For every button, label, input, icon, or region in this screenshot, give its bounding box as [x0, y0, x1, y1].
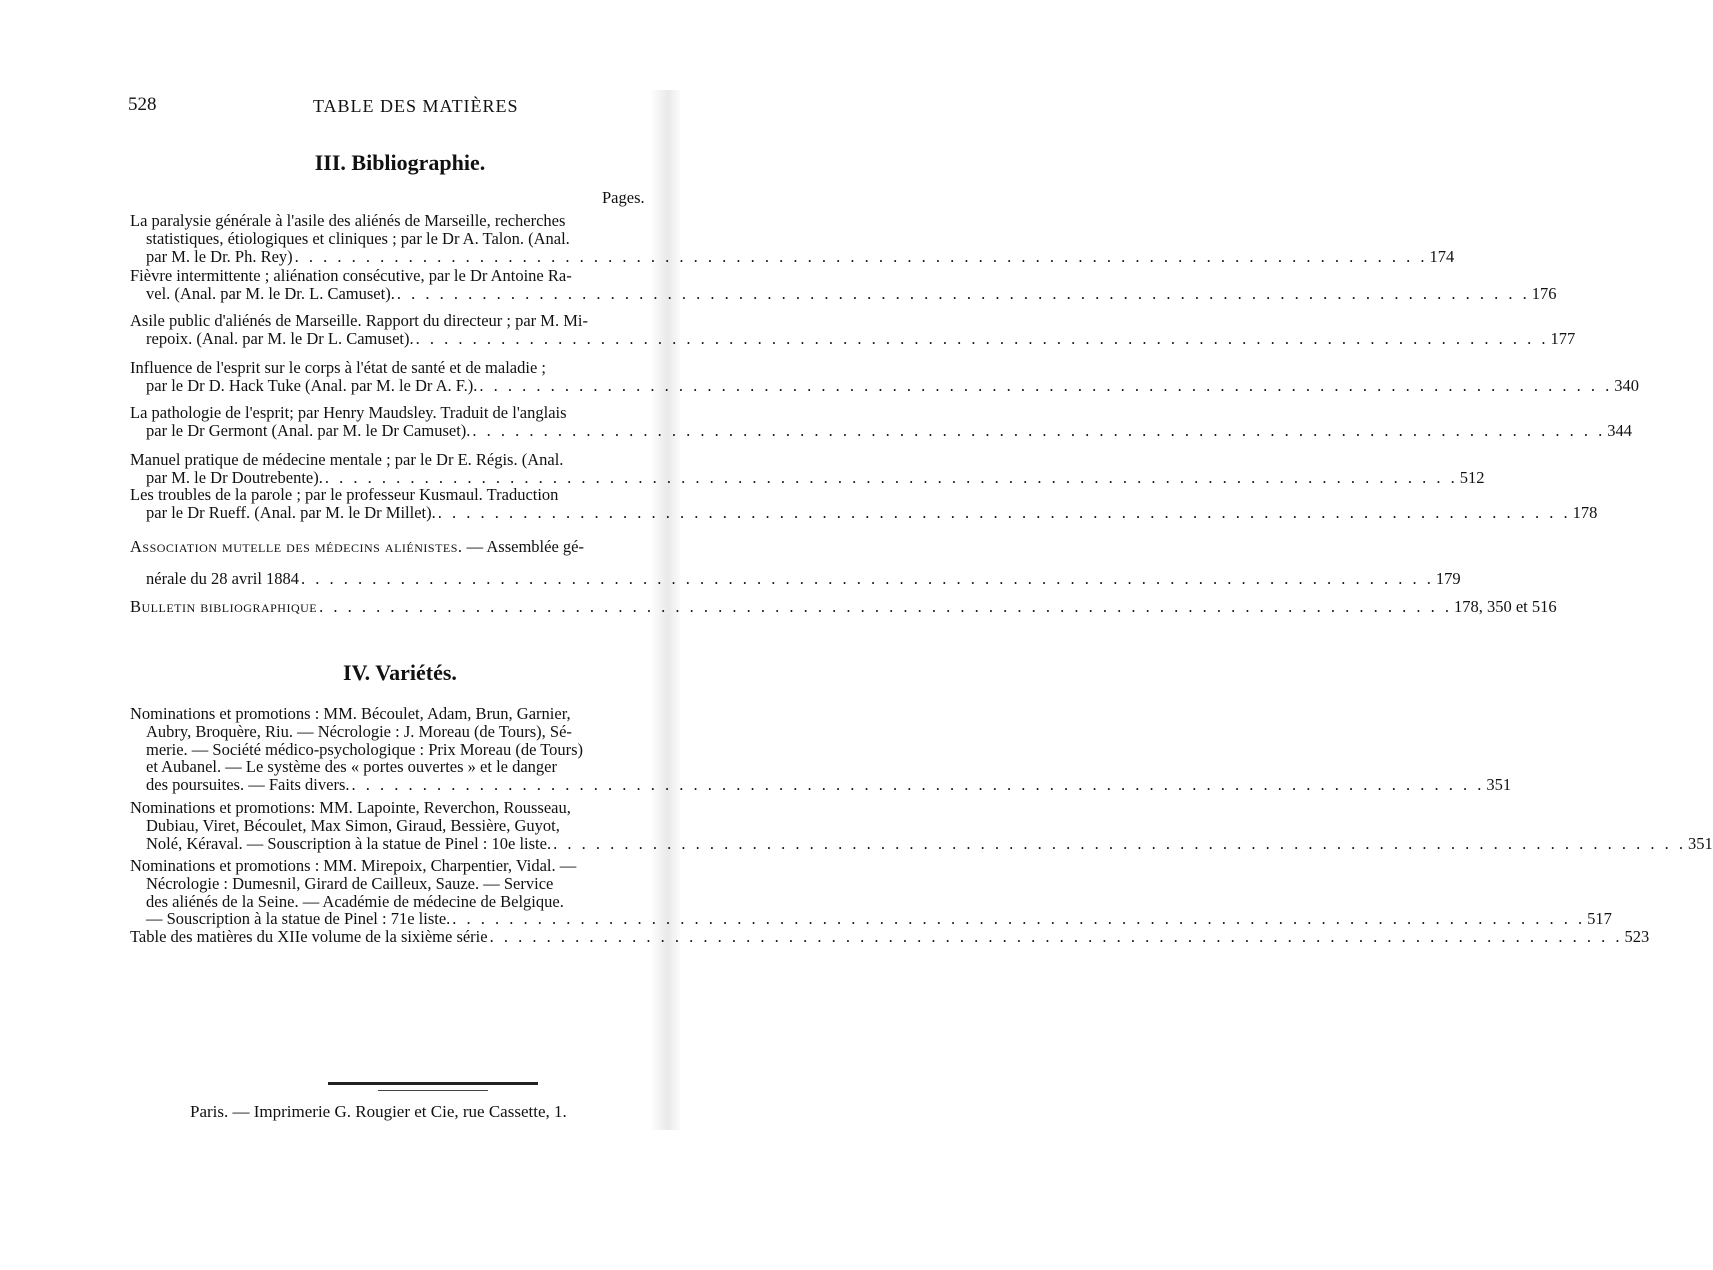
- bibliography-entry-page: 174: [1429, 246, 1455, 266]
- bibliography-entry-last-line: [130, 246, 1455, 266]
- varietes-entry: [130, 704, 1512, 795]
- bibliography-entry-page: 177: [1550, 328, 1576, 348]
- dot-leader: [350, 775, 1487, 794]
- varietes-entry-page: 517: [1587, 909, 1612, 929]
- varietes-entry-line: Dubiau, Viret, Bécoulet, Max Simon, Giraud, Bessière, Guyot,: [146, 815, 560, 835]
- bibliography-entry-line: Asile public d'aliénés de Marseille. Rapport du directeur ; par M. Mi-: [130, 311, 588, 330]
- varietes-entry-text: Nolé, Kéraval. — Souscription à la statue de Pinel : 10e liste.: [146, 833, 552, 853]
- footer-rule-thin: [378, 1090, 488, 1091]
- dot-leader: [470, 421, 1607, 440]
- bibliography-entry-text: par M. le Dr Doutrebente).: [146, 467, 323, 487]
- bibliography-entry: [130, 358, 1639, 395]
- table-line-text: Table des matières du XIIe volume de la sixième série: [130, 927, 488, 946]
- varietes-entry-text: — Souscription à la statue de Pinel : 71e liste.: [146, 909, 451, 929]
- bibliography-entry-page: 340: [1614, 375, 1639, 395]
- bulletin-pages: 178, 350 et 516: [1453, 597, 1557, 616]
- varietes-entry-line: Nominations et promotions : MM. Mirepoix, Charpentier, Vidal. —: [130, 856, 577, 875]
- table-line-page: 523: [1624, 927, 1650, 946]
- dot-leader: [293, 247, 1430, 266]
- varietes-entry-text: des poursuites. — Faits divers.: [146, 775, 350, 795]
- association-caps: Association mutelle des médecins aliénistes.: [130, 537, 463, 556]
- varietes-entry-line: Nécrologie : Dumesnil, Girard de Cailleux, Sauze. — Service: [146, 873, 554, 893]
- bibliography-entry-line: statistiques, étiologiques et cliniques ; par le Dr A. Talon. (Anal.: [146, 228, 570, 248]
- running-title: TABLE DES MATIÈRES: [313, 96, 519, 116]
- bibliography-entry-page: 344: [1607, 420, 1633, 440]
- bibliography-entry-text: par M. le Dr. Ph. Rey): [146, 246, 293, 266]
- bibliography-entry-last-line: [130, 375, 1639, 395]
- dot-leader: [323, 468, 1460, 487]
- bibliography-entry-page: 178: [1572, 502, 1598, 522]
- dot-leader: [477, 376, 1614, 395]
- bibliography-entry-last-line: [130, 467, 1485, 487]
- association-entry: [130, 538, 655, 556]
- varietes-entry-line: des aliénés de la Seine. — Académie de médecine de Belgique.: [146, 891, 564, 911]
- bibliography-entry-line: La pathologie de l'esprit; par Henry Maudsley. Traduit de l'anglais: [130, 403, 567, 422]
- bibliography-entry-last-line: [130, 502, 1598, 522]
- table-entry: [130, 927, 1650, 946]
- dot-leader: [551, 834, 1688, 853]
- varietes-entry: [130, 856, 1612, 929]
- varietes-entry: [130, 798, 1713, 853]
- bibliography-entry: [130, 311, 1576, 348]
- bulletin-entry: [130, 597, 1557, 616]
- pages-label: Pages.: [602, 188, 645, 207]
- dot-leader: [414, 329, 1551, 348]
- varietes-entry-last-line: [130, 833, 1713, 853]
- bibliography-entry-line: Fièvre intermittente ; aliénation consécutive, par le Dr Antoine Ra-: [130, 266, 572, 285]
- dot-leader: [395, 284, 1532, 303]
- bibliography-entry-last-line: [130, 283, 1557, 303]
- bibliography-entry-page: 512: [1459, 467, 1485, 487]
- bibliography-entry-text: vel. (Anal. par M. le Dr. L. Camuset).: [146, 283, 395, 303]
- varietes-entry-page: 351: [1687, 833, 1713, 853]
- dot-leader: [436, 503, 1573, 522]
- association-entry-line2: [130, 569, 1461, 588]
- bibliography-entry-last-line: [130, 328, 1576, 348]
- bibliography-entry-page: 176: [1531, 283, 1557, 303]
- section-title-varietes: IV. Variétés.: [343, 660, 457, 685]
- varietes-entry-line: Aubry, Broquère, Riu. — Nécrologie : J. Moreau (de Tours), Sé-: [146, 721, 572, 741]
- bibliography-entry: [130, 450, 1485, 487]
- bibliography-entry-line: La paralysie générale à l'asile des aliénés de Marseille, recherches: [130, 211, 566, 230]
- bibliography-entry: [130, 485, 1598, 522]
- varietes-entry-last-line: [130, 775, 1512, 795]
- varietes-entry-line: Nominations et promotions: MM. Lapointe, Reverchon, Rousseau,: [130, 798, 571, 817]
- bibliography-entry: [130, 403, 1633, 440]
- varietes-entry-line: et Aubanel. — Le système des « portes ouvertes » et le danger: [146, 757, 558, 777]
- bibliography-entry-line: Manuel pratique de médecine mentale ; par le Dr E. Régis. (Anal.: [130, 450, 564, 469]
- varietes-entry-page: 351: [1486, 775, 1512, 795]
- section-title-bibliographie: III. Bibliographie.: [314, 150, 486, 175]
- page-number: 528: [128, 94, 157, 115]
- association-line2: nérale du 28 avril 1884: [146, 569, 300, 588]
- bibliography-entry: [130, 266, 1557, 303]
- bibliography-entry: [130, 211, 1455, 266]
- varietes-entry-line: merie. — Société médico-psychologique : Prix Moreau (de Tours): [146, 739, 584, 759]
- varietes-entry-line: Nominations et promotions : MM. Bécoulet, Adam, Brun, Garnier,: [130, 704, 571, 723]
- association-page: 179: [1435, 569, 1461, 588]
- bibliography-entry-text: par le Dr Germont (Anal. par M. le Dr Camuset).: [146, 420, 471, 440]
- bibliography-entry-line: Les troubles de la parole ; par le professeur Kusmaul. Traduction: [130, 485, 559, 504]
- imprint-footer: Paris. — Imprimerie G. Rougier et Cie, rue Cassette, 1.: [190, 1102, 567, 1121]
- footer-rule-thick: [328, 1082, 538, 1085]
- association-rest: — Assemblée gé-: [462, 537, 584, 556]
- bibliography-entry-last-line: [130, 420, 1633, 440]
- varietes-entry-last-line: [130, 909, 1612, 929]
- bibliography-entry-text: repoix. (Anal. par M. le Dr L. Camuset).: [146, 328, 414, 348]
- bibliography-entry-text: par le Dr D. Hack Tuke (Anal. par M. le Dr A. F.).: [146, 375, 478, 395]
- bibliography-entry-text: par le Dr Rueff. (Anal. par M. le Dr Millet).: [146, 502, 436, 522]
- bulletin-caps: Bulletin bibliographique: [130, 597, 318, 616]
- bibliography-entry-line: Influence de l'esprit sur le corps à l'état de santé et de maladie ;: [130, 358, 546, 377]
- dot-leader: [450, 909, 1587, 928]
